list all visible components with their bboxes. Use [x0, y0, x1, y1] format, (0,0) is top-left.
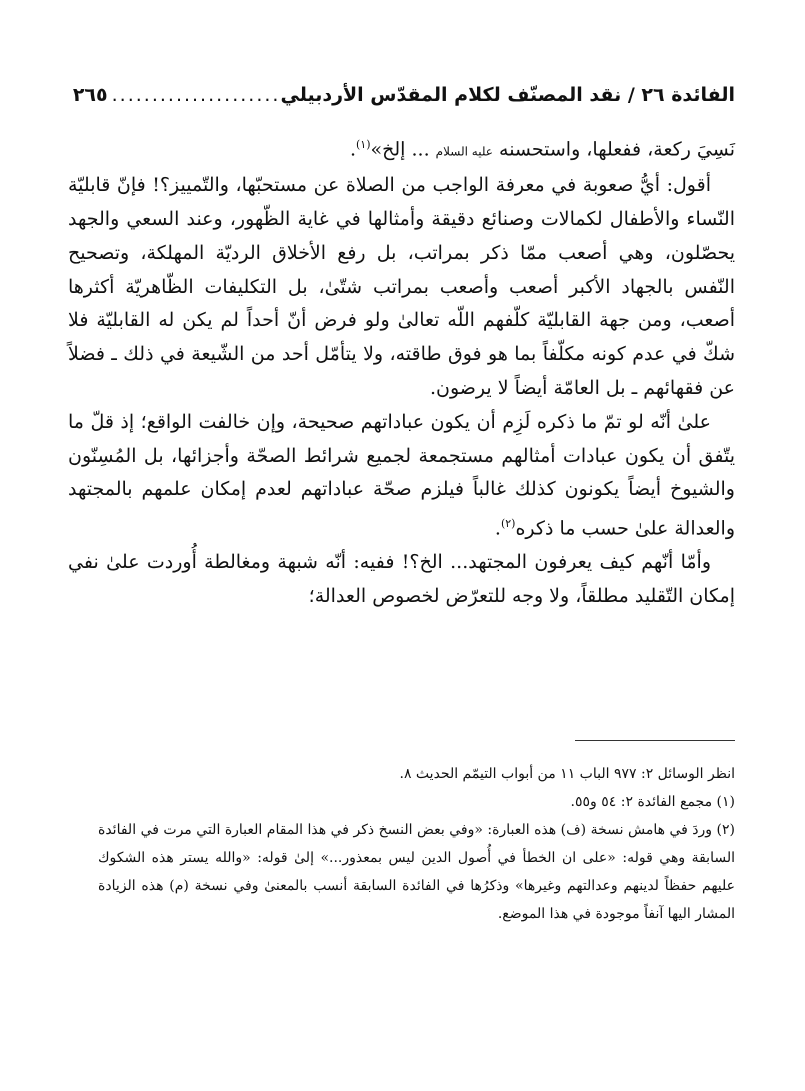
page-number: ٢٦٥: [72, 84, 108, 106]
paragraph-2-tail: .: [494, 517, 501, 540]
text-line-1: [68, 128, 735, 169]
honorific: عليه السلام: [435, 144, 493, 159]
footnote-1: (١) مجمع الفائدة ٢: ٥٤ و٥٥.: [570, 794, 735, 810]
footnote-separator: [575, 740, 735, 741]
footnote-2: (٢) وردَ في هامش نسخة (ف) هذه العبارة: «وفي بعض النسخ ذكر في هذا المقام العبارة التي مرت في الفائدة السابقة وهي قوله: «على ان الخطأ في أُصول الدين ليس بمعذور...» إلىٰ قوله: «والله يستر هذه الشكوك عليهم حفظاً لدينهم وعدالتهم وغيرها» وذكرُها في الفائدة السابقة أنسب بالمعنىٰ وفي نسخة (م) هذه الزيادة المشار اليها آنفاً موجودة في هذا الموضع.: [98, 822, 735, 922]
line1-end: ... إلخ»: [370, 138, 430, 161]
main-text: [68, 128, 735, 614]
header-leader-dots: .....................: [111, 84, 281, 106]
paragraph-3: وأمّا أنّهم كيف يعرفون المجتهد... الخ؟! ففيه: أنّه شبهة ومغالطة أُوردت علىٰ نفي إمكان التّقليد مطلقاً، ولا وجه للتعرّض لخصوص العدالة؛: [68, 551, 735, 608]
paragraph-2: [68, 406, 735, 547]
footnote-ref-2: (٢): [500, 517, 516, 531]
running-header: [72, 84, 735, 106]
paragraph-2-text: علىٰ أنّه لو تمّ ما ذكره لَزِم أن يكون عباداتهم صحيحة، وإن خالفت الواقع؛ إذ قلّ ما يتّفق أن يكون عبادات أمثالهم مستجمعة لجميع شرائط الصحّة وأجزائها، بل المُسِنّون والشيوخ أيضاً يكونون كذلك غالباً فيلزم صحّة عباداتهم لعدم إمكان علمهم بالمجتهد والعدالة علىٰ حسب ما ذكره: [68, 410, 735, 540]
line1-tail: .: [349, 138, 356, 161]
footnote-unnumbered: انظر الوسائل ٢: ٩٧٧ الباب ١١ من أبواب التيمّم الحديث ٨.: [399, 766, 735, 782]
line1-text: نَسِيَ ركعة، ففعلها، واستحسنه: [499, 138, 735, 161]
footnote-ref-1: (١): [355, 138, 371, 151]
footnotes: [98, 760, 735, 928]
paragraph-1: أقول: أيُّ صعوبة في معرفة الواجب من الصلاة عن مستحبّها، والتّمييز؟! فإنّ قابليّة النّساء والأطفال لكمالات وصنائع دقيقة وأمثالها في غاية الظّهور، وعند السعي والجهد يحصّلون، وهي أصعب ممّا ذكر بمراتب، بل رفع الأخلاق الرديّة المهلكة، وتصحيح النّفس بالجهاد الأكبر أصعب وأصعب بمراتب شتّىٰ، بل التكليفات الظّاهريّة أكثرها أصعب، ومن جهة القابليّة كلّفهم اللّه تعالىٰ ولو فرض أنّ أحداً لم يكن له القابليّة فلا شكّ في عدم كونه مكلّفاً بما هو فوق طاقته، ولا يتأمّل أحد من الشّيعة في ذلك ـ فضلاً عن فقهائهم ـ بل العامّة أيضاً لا يرضون.: [68, 174, 735, 399]
header-title: الفائدة ٢٦ / نقد المصنّف لكلام المقدّس الأردبيلي: [280, 84, 735, 106]
